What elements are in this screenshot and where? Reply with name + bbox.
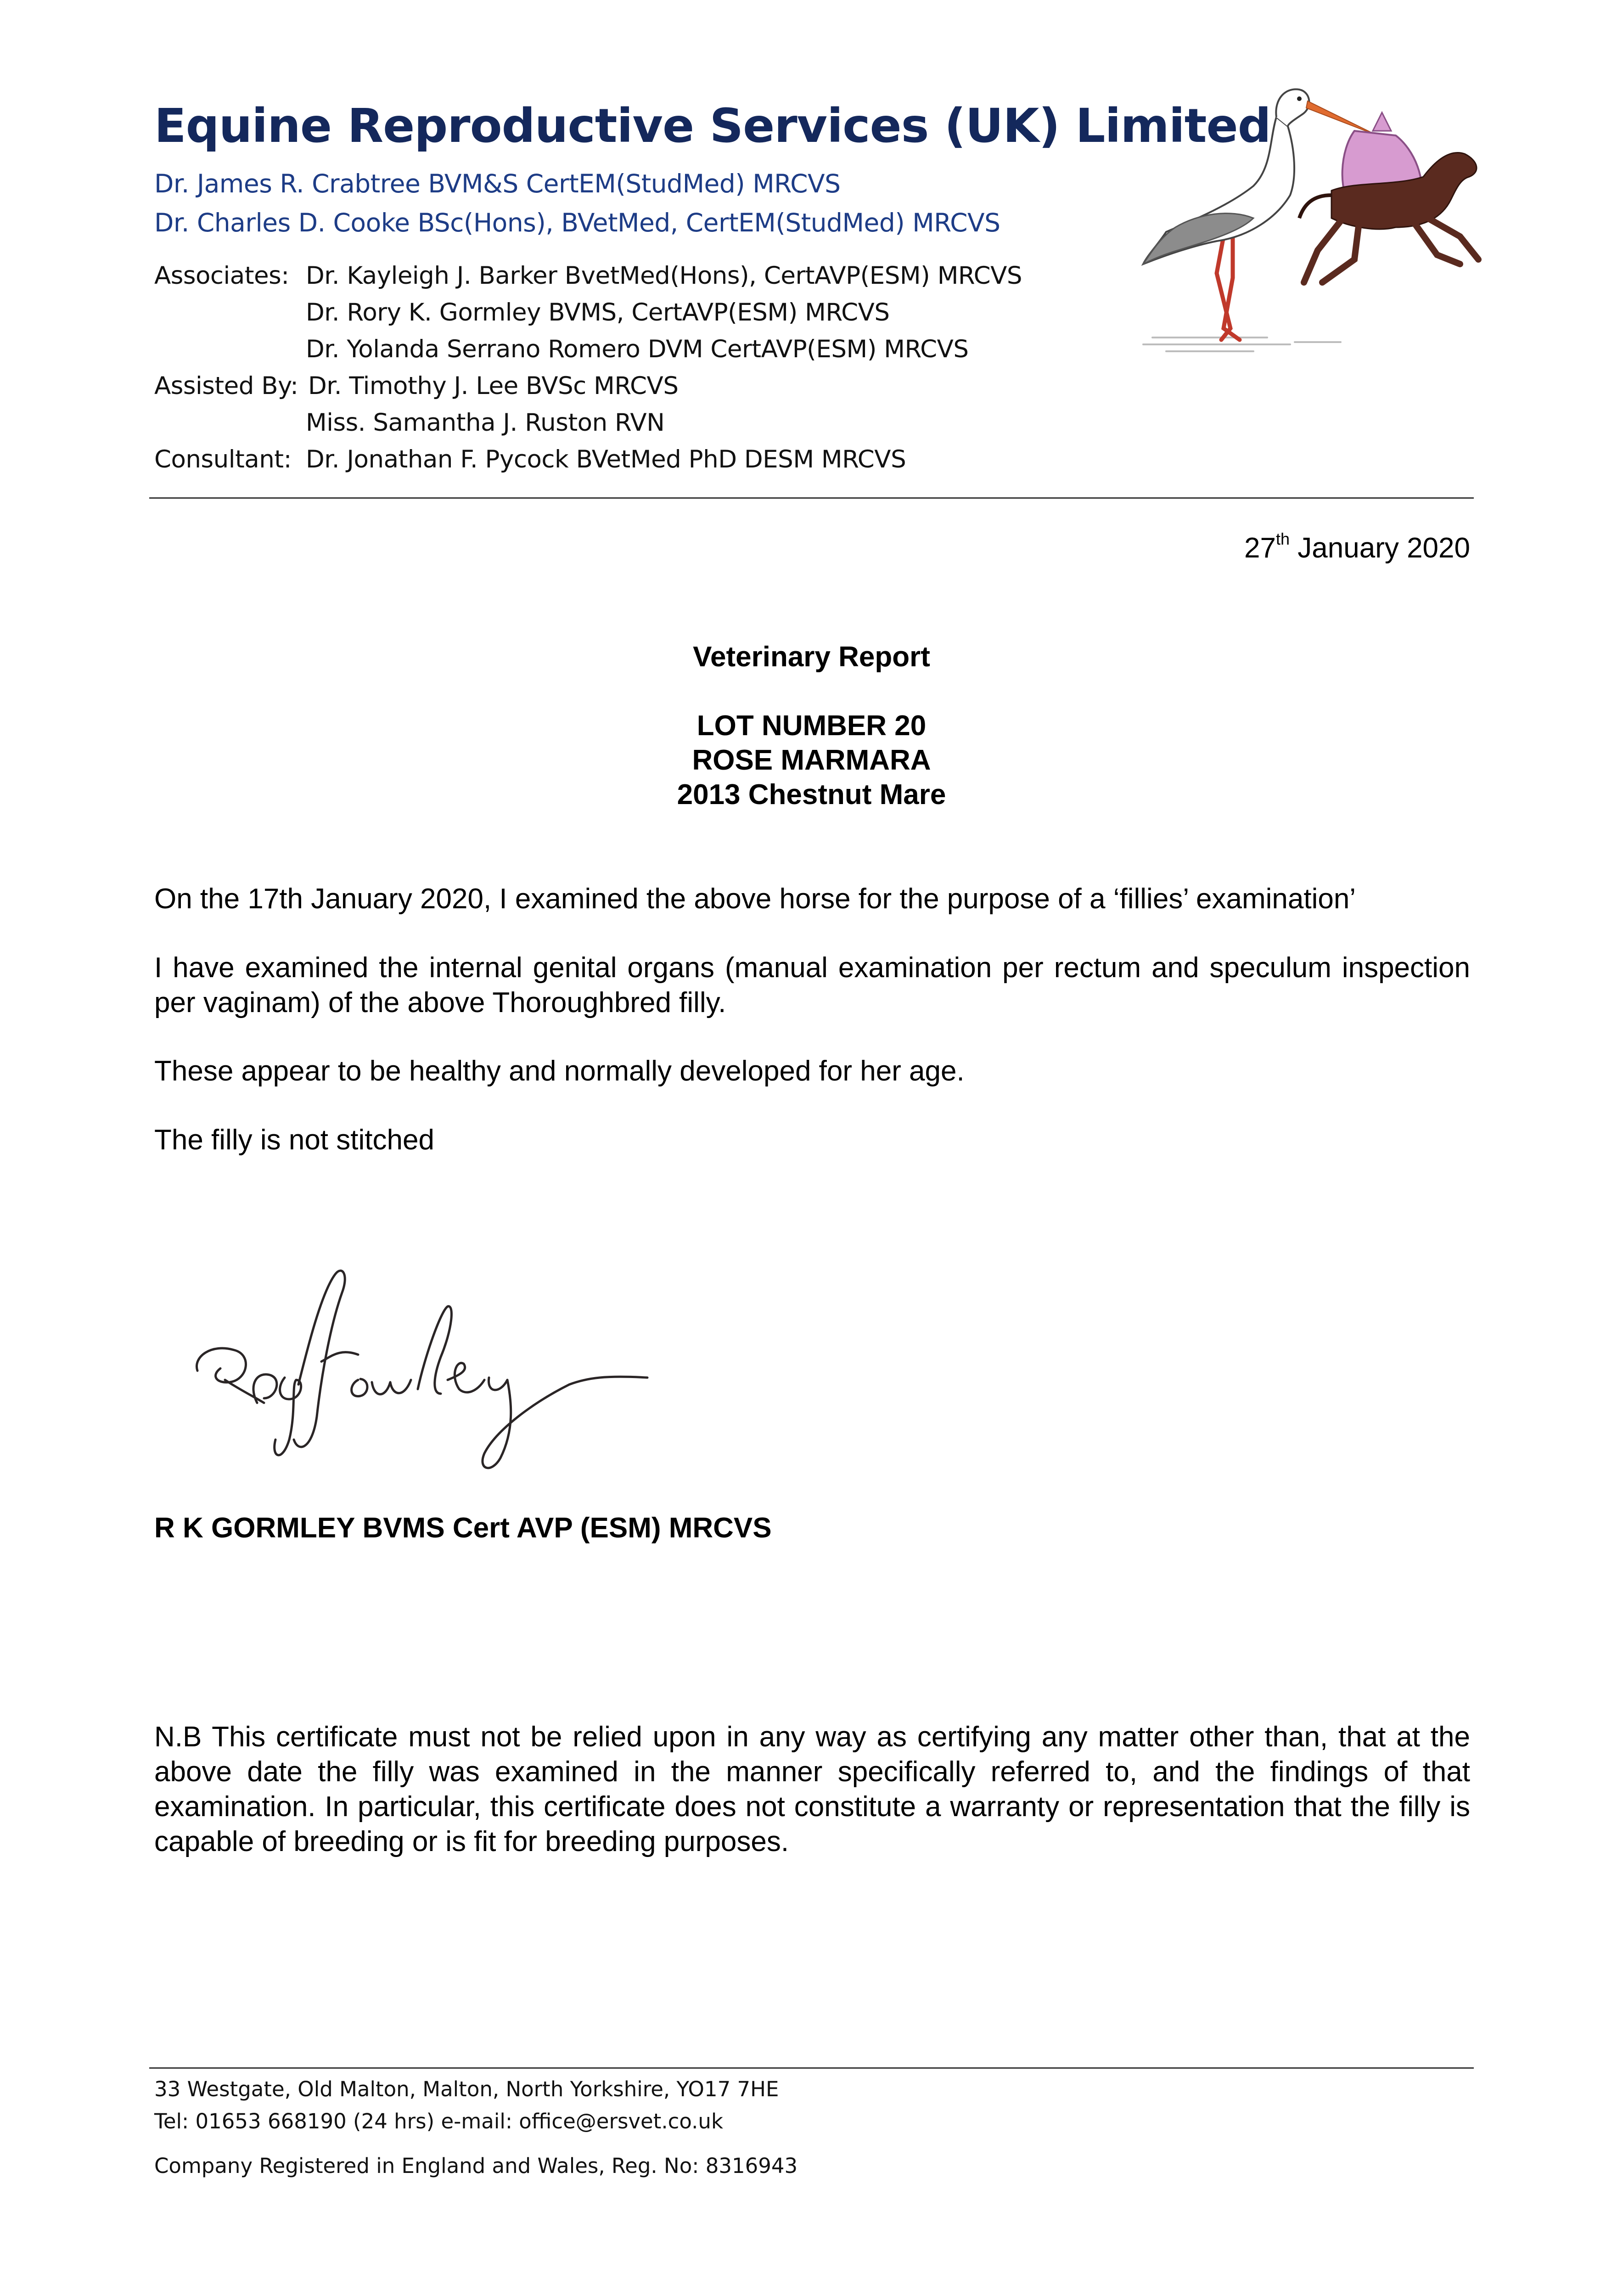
staff-row	[154, 445, 1073, 482]
body-paragraph: The filly is not stitched	[154, 1124, 434, 1156]
disclaimer-text: N.B This certificate must not be relied upon in any way as certifying any matter other than, that at the above date the filly was examined in the manner specifically referred to, and the findings of that examination. In particular, this certificate does not constitute a warranty or representation that the filly is capable of breeding or is fit for breeding purposes.	[154, 1721, 1470, 1857]
partner-2: Dr. Charles D. Cooke BSc(Hons), BVetMed, CertEM(StudMed) MRCVS	[154, 208, 1000, 237]
staff-name: Dr. Jonathan F. Pycock BVetMed PhD DESM MRCVS	[306, 445, 906, 473]
staff-row	[154, 409, 1073, 445]
body-paragraph: I have examined the internal genital organs (manual examination per rectum and speculum inspection per vaginam) of the above Thoroughbred filly.	[154, 952, 1470, 1019]
staff-row	[154, 335, 1073, 372]
body-paragraph: These appear to be healthy and normally developed for her age.	[154, 1055, 965, 1087]
staff-row	[154, 372, 1073, 409]
staff-row	[154, 262, 1073, 298]
horse-description: 2013 Chestnut Mare	[677, 779, 946, 810]
company-name: Equine Reproductive Services (UK) Limited	[154, 99, 1271, 153]
body-paragraph: On the 17th January 2020, I examined the above horse for the purpose of a ‘fillies’ examination’	[154, 883, 1356, 915]
signatory-name: R K GORMLEY BVMS Cert AVP (ESM) MRCVS	[154, 1512, 772, 1544]
footer-contact: Tel: 01653 668190 (24 hrs) e-mail: office@ersvet.co.uk	[154, 2109, 724, 2133]
header-divider	[149, 497, 1474, 499]
date-suffix: th	[1276, 529, 1290, 548]
staff-name: Dr. Yolanda Serrano Romero DVM CertAVP(ESM) MRCVS	[306, 335, 969, 363]
horse-name: ROSE MARMARA	[692, 744, 931, 776]
date-rest: January 2020	[1290, 532, 1470, 564]
staff-name: Dr. Timothy J. Lee BVSc MRCVS	[308, 372, 679, 400]
handwritten-signature-icon	[184, 1265, 661, 1481]
staff-name: Miss. Samantha J. Ruston RVN	[306, 409, 665, 437]
staff-name: Dr. Rory K. Gormley BVMS, CertAVP(ESM) MRCVS	[306, 298, 890, 326]
footer-address: 33 Westgate, Old Malton, Malton, North Yorkshire, YO17 7HE	[154, 2077, 779, 2101]
stork-carrying-foal-logo-icon	[1139, 80, 1488, 356]
staff-role: Assisted By:	[154, 372, 298, 400]
partner-1: Dr. James R. Crabtree BVM&S CertEM(StudMed) MRCVS	[154, 169, 841, 198]
staff-role: Associates:	[154, 262, 289, 290]
lot-number: LOT NUMBER 20	[696, 710, 927, 742]
footer-registration: Company Registered in England and Wales, Reg. No: 8316943	[154, 2154, 798, 2178]
staff-role: Consultant:	[154, 445, 292, 473]
report-date	[1244, 529, 1470, 564]
footer-divider	[149, 2067, 1474, 2069]
date-day: 27	[1244, 532, 1276, 564]
report-title: Veterinary Report	[693, 641, 930, 673]
staff-name: Dr. Kayleigh J. Barker BvetMed(Hons), CertAVP(ESM) MRCVS	[306, 262, 1022, 290]
staff-row	[154, 298, 1073, 335]
